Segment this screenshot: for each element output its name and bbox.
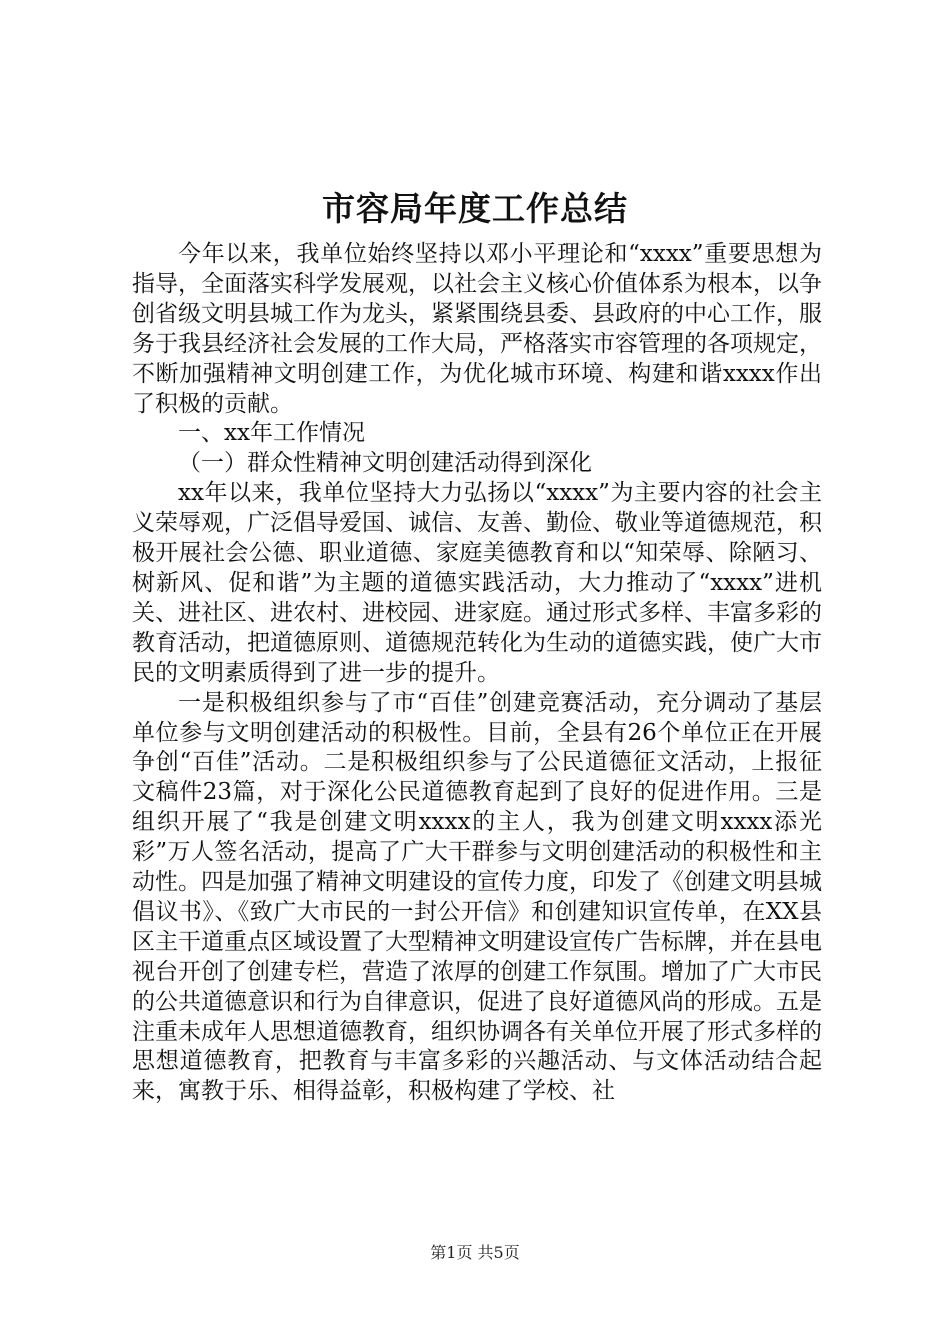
subsection-heading: （一）群众性精神文明创建活动得到深化: [178, 450, 592, 477]
body-paragraph: 一是积极组织参与了市“百佳”创建竞赛活动，充分调动了基层单位参与文明创建活动的积极性。目前，全县有26个单位正在开展争创“百佳”活动。二是积极组织参与了公民道德征文活动，上报征文稿件23篇，对于深化公民道德教育起到了良好的促进作用。三是组织开展了“我是创建文明xxxx的主人，我为创建文明xxxx添光彩”万人签名活动，提高了广大干群参与文明创建活动的积极性和主动性。四是加强了精神文明建设的宣传力度，印发了《创建文明县城倡议书》、《致广大市民的一封公开信》和创建知识宣传单，在XX县区主干道重点区域设置了大型精神文明建设宣传广告标牌，并在县电视台开创了创建专栏，营造了浓厚的创建工作氛围。增加了广大市民的公共道德意识和行为自律意识，促进了良好道德风尚的形成。五是注重未成年人思想道德教育，组织协调各有关单位开展了形式多样的思想道德教育，把教育与丰富多彩的兴趣活动、与文体活动结合起来，寓教于乐、相得益彰，积极构建了学校、社: [132, 689, 822, 1105]
document-body: [132, 240, 822, 1107]
page-number-footer: 第1页 共5页: [430, 1243, 520, 1262]
section-heading: 一、xx年工作情况: [178, 420, 365, 447]
document-title: 市容局年度工作总结: [322, 189, 628, 228]
body-paragraph: xx年以来，我单位坚持大力弘扬以“xxxx”为主要内容的社会主义荣辱观，广泛倡导爱国、诚信、友善、勤俭、敬业等道德规范，积极开展社会公德、职业道德、家庭美德教育和以“知荣辱、除陋习、树新风、促和谐”为主题的道德实践活动，大力推动了“xxxx”进机关、进社区、进农村、进校园、进家庭。通过形式多样、丰富多彩的教育活动，把道德原则、道德规范转化为生动的道德实践，使广大市民的文明素质得到了进一步的提升。: [132, 480, 822, 686]
intro-paragraph: 今年以来，我单位始终坚持以邓小平理论和“xxxx”重要思想为指导，全面落实科学发展观，以社会主义核心价值体系为根本，以争创省级文明县城工作为龙头，紧紧围绕县委、县政府的中心工作，服务于我县经济社会发展的工作大局，严格落实市容管理的各项规定，不断加强精神文明创建工作，为优化城市环境、构建和谐xxxx作出了积极的贡献。: [132, 241, 822, 417]
